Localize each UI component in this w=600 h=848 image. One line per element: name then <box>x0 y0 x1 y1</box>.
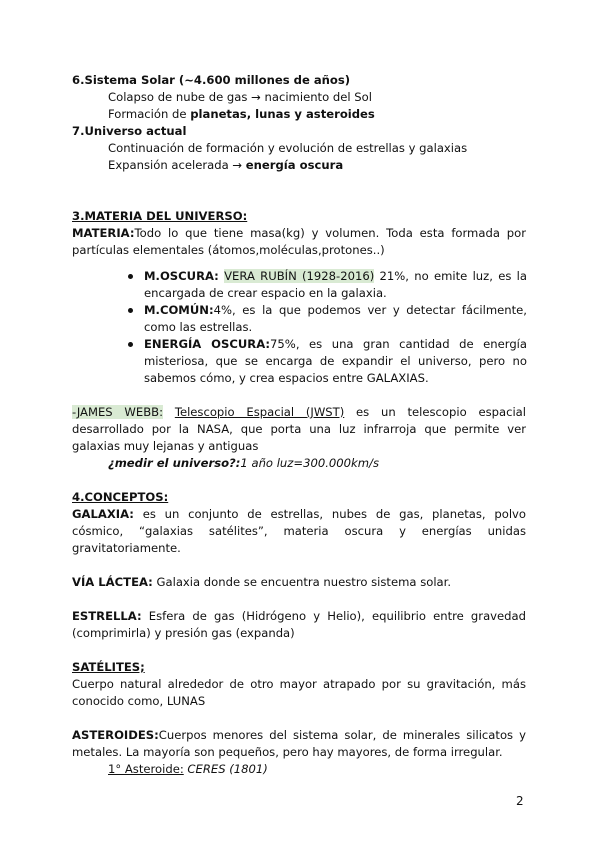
section-6-line-1: Colapso de nube de gas → nacimiento del Sol <box>108 90 372 104</box>
first-asteroid-label: 1° Asteroide: <box>108 762 184 776</box>
bullet-m-oscura-line-1 <box>144 268 527 284</box>
bullet-energia-oscura-label: ENERGÍA OSCURA: <box>144 337 271 351</box>
bullet-energia-oscura-line-2: misteriosa, que se encarga de expandir el universo, pero no <box>144 354 527 368</box>
bullet-dot <box>128 342 133 347</box>
section-7-line-1: Continuación de formación y evolución de estrellas y galaxias <box>108 141 468 155</box>
asteroides-label: ASTEROIDES: <box>72 728 159 742</box>
galaxia-rest: es un conjunto de estrellas, nubes de gas, planetas, polvo <box>133 507 526 521</box>
galaxia-label: GALAXIA: <box>72 507 134 521</box>
via-lactea-text: Galaxia donde se encuentra nuestro sistema solar. <box>152 575 452 589</box>
section-6-title: 6.Sistema Solar (~4.600 millones de años) <box>72 73 351 87</box>
webb-question-bold: ¿medir el universo?: <box>108 456 241 470</box>
estrella-label: ESTRELLA: <box>72 609 142 623</box>
bullet-energia-oscura-rest: 75%, es una gran cantidad de energía <box>270 337 527 351</box>
galaxia-line-3: gravitatoriamente. <box>72 541 181 555</box>
estrella-line-1 <box>72 608 526 624</box>
satelites-label: SATÉLITES; <box>72 660 145 674</box>
estrella-line-2: (comprimirla) y presión gas (expanda) <box>72 626 295 640</box>
webb-label: -JAMES WEBB: <box>72 405 164 419</box>
webb-line-2: desarrollado por la NASA, que porta una luz infrarroja que permite ver <box>72 422 526 436</box>
bullet-dot <box>128 274 133 279</box>
satelites-line-2: conocido como, LUNAS <box>72 694 206 708</box>
bullet-m-comun-line-1 <box>144 302 527 318</box>
section-6-line-2-bold: planetas, lunas y asteroides <box>190 107 375 121</box>
via-lactea-line <box>72 574 451 590</box>
materia-definition-line-2: partículas elementales (átomos,moléculas,protones..) <box>72 243 385 257</box>
jwst-link[interactable]: Telescopio Espacial (JWST) <box>174 405 345 419</box>
webb-line-1 <box>72 404 526 420</box>
section-7-title: 7.Universo actual <box>72 124 187 138</box>
galaxia-line-1 <box>72 506 526 522</box>
section-7-line-2 <box>108 157 343 173</box>
webb-rest: es un telescopio espacial <box>344 405 527 419</box>
section-6-line-2 <box>108 106 375 122</box>
bullet-energia-oscura-line-3: sabemos cómo, y crea espacios entre GALAXIAS. <box>144 371 429 385</box>
bullet-m-comun-line-2: como las estrellas. <box>144 320 253 334</box>
materia-def-text: Todo lo que tiene masa(kg) y volumen. Toda esta formada por <box>134 226 526 240</box>
materia-label: MATERIA: <box>72 226 135 240</box>
asteroides-rest: Cuerpos menores del sistema solar, de minerales silicatos y <box>158 728 526 742</box>
satelites-line-1: Cuerpo natural alrededor de otro mayor atrapado por su gravitación, más <box>72 677 526 691</box>
galaxia-line-2: cósmico, “galaxias satélites”, materia oscura y energías unidas <box>72 524 526 538</box>
page-number: 2 <box>516 794 524 808</box>
bullet-m-oscura-label: M.OSCURA: <box>144 269 219 283</box>
section-7-line-2-prefix: Expansión acelerada → <box>108 158 246 172</box>
first-asteroid-line <box>108 761 268 777</box>
asteroides-line-2: metales. La mayoría son pequeños, pero hay mayores, de forma irregular. <box>72 745 503 759</box>
materia-heading: 3.MATERIA DEL UNIVERSO: <box>72 209 248 223</box>
section-7-line-2-bold: energía oscura <box>245 158 344 172</box>
bullet-m-comun-rest: 4%, es la que podemos ver y detectar fácilmente, <box>213 303 527 317</box>
bullet-energia-oscura-line-1 <box>144 336 527 352</box>
webb-question-answer: 1 año luz=300.000km/s <box>240 456 379 470</box>
first-asteroid-value: CERES (1801) <box>183 762 268 776</box>
conceptos-heading: 4.CONCEPTOS: <box>72 490 169 504</box>
section-6-line-2-prefix: Formación de <box>108 107 191 121</box>
bullet-m-oscura-rest: 21%, no emite luz, es la <box>374 269 527 283</box>
bullet-m-oscura-line-2: encargada de crear espacio en la galaxia. <box>144 286 387 300</box>
materia-definition-line-1 <box>72 225 526 241</box>
bullet-dot <box>128 308 133 313</box>
via-lactea-label: VÍA LÁCTEA: <box>72 575 153 589</box>
bullet-m-comun-label: M.COMÚN: <box>144 303 214 317</box>
vera-rubin-highlight: VERA RUBÍN (1928-2016) <box>224 269 375 283</box>
webb-question <box>108 455 379 471</box>
estrella-rest: Esfera de gas (Hidrógeno y Helio), equilibrio entre gravedad <box>141 609 526 623</box>
webb-line-3: galaxias muy lejanas y antiguas <box>72 439 259 453</box>
asteroides-line-1 <box>72 727 526 743</box>
